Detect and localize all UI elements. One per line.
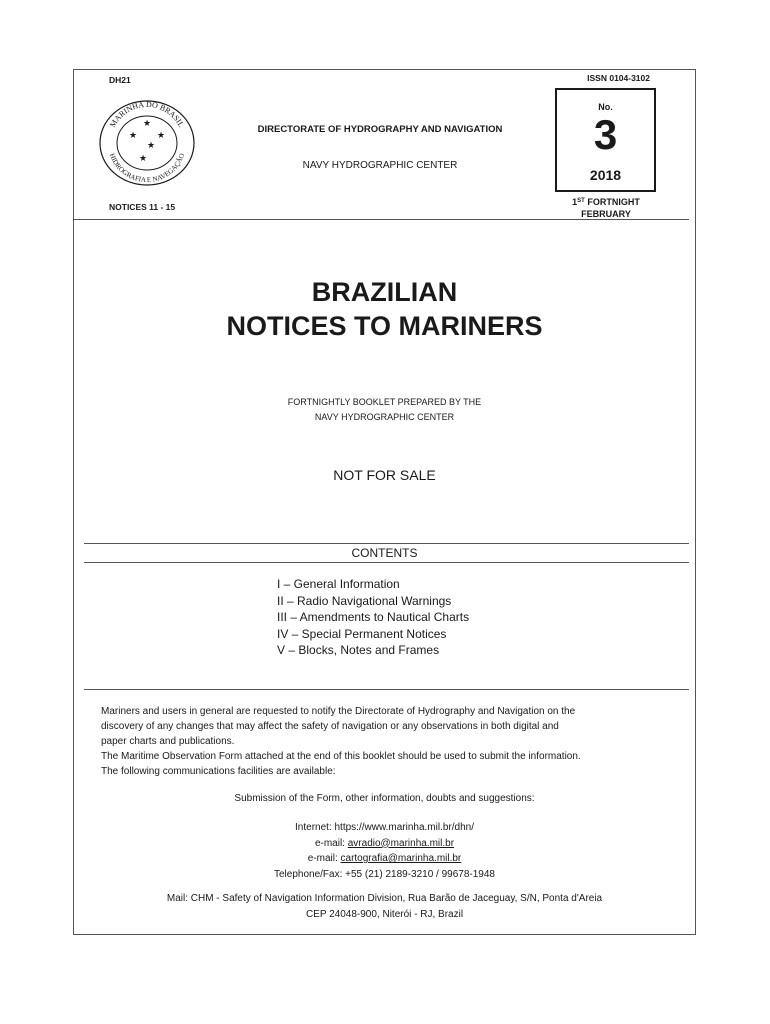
directorate-name: DIRECTORATE OF HYDROGRAPHY AND NAVIGATION [257,124,503,135]
fortnight-ordinal-suffix: ST [577,198,585,204]
email-label: e-mail: [307,853,341,864]
fortnight-ordinal: 1 [572,197,578,207]
submission-text: Submission of the Form, other information, doubts and suggestions: [234,793,535,804]
not-for-sale: NOT FOR SALE [333,467,436,483]
star-icon: ★ [128,131,138,141]
paragraph-line: discovery of any changes that may affect the safety of navigation or any observations in both digital and [101,721,559,732]
contents-item: II – Radio Navigational Warnings [277,593,452,608]
email-link-cartografia[interactable]: cartografia@marinha.mil.br [340,853,462,864]
center-name: NAVY HYDROGRAPHIC CENTER [302,160,458,171]
navy-seal-emblem-icon [97,98,197,188]
mail-line-1: Mail: CHM - Safety of Navigation Information Division, Rua Barão de Jaceguay, S/N, Ponta d'Areia [166,893,603,904]
fortnight-label [556,195,656,220]
paragraph-line: The Maritime Observation Form attached at the end of this booklet should be used to submit the information. [101,751,581,762]
issue-number: 3 [593,111,618,158]
fortnight-month: FEBRUARY [581,209,631,219]
notice-paragraph [101,704,671,779]
paragraph-line: The following communications facilities are available: [101,766,336,777]
email-line [73,836,696,852]
title-line-1: BRAZILIAN [311,277,458,307]
notices-range: NOTICES 11 - 15 [109,202,176,212]
contents-list [277,576,469,659]
mail-line-2: CEP 24048-900, Niterói - RJ, Brazil [305,908,464,920]
prepared-by [73,395,696,425]
email-line [73,851,696,867]
paragraph-line: paper charts and publications. [101,736,235,747]
star-icon: ★ [142,119,152,129]
star-icon: ★ [138,154,148,164]
internet-line: Internet: https://www.marinha.mil.br/dhn/ [295,822,474,833]
contents-heading: CONTENTS [351,546,418,560]
document-title [73,275,696,343]
contact-block [73,820,696,882]
email-link-avradio[interactable]: avradio@marinha.mil.br [347,837,455,849]
divider [84,689,689,690]
star-icon: ★ [146,141,156,151]
issn-number: ISSN 0104-3102 [587,73,650,83]
contents-item: IV – Special Permanent Notices [277,626,447,641]
contents-item: III – Amendments to Nautical Charts [277,610,470,625]
prepared-line-1: FORTNIGHTLY BOOKLET PREPARED BY THE [287,397,482,407]
divider [73,219,689,220]
paragraph-line: Mariners and users in general are requested to notify the Directorate of Hydrography and Navigation on the [101,706,576,717]
seal-text-top: MARINHA DO BRASIL [108,99,186,129]
seal-text-bottom: HIDROGRAFIA E NAVEGAÇÃO [107,152,187,185]
email-label: e-mail: [314,837,348,849]
mail-address [73,891,696,922]
fortnight-text: FORTNIGHT [587,197,640,207]
divider [84,543,689,544]
contents-item: I – General Information [277,577,400,591]
star-icon: ★ [156,131,166,141]
contents-item: V – Blocks, Notes and Frames [277,643,440,658]
issue-number-box [555,88,656,192]
prepared-line-2: NAVY HYDROGRAPHIC CENTER [314,412,455,422]
document-code: DH21 [109,75,131,85]
issue-year: 2018 [589,167,622,183]
issue-no-label: No. [598,102,613,112]
divider [84,562,689,563]
phone-line: Telephone/Fax: +55 (21) 2189-3210 / 99678-1948 [273,868,495,880]
title-line-2: NOTICES TO MARINERS [226,311,543,341]
